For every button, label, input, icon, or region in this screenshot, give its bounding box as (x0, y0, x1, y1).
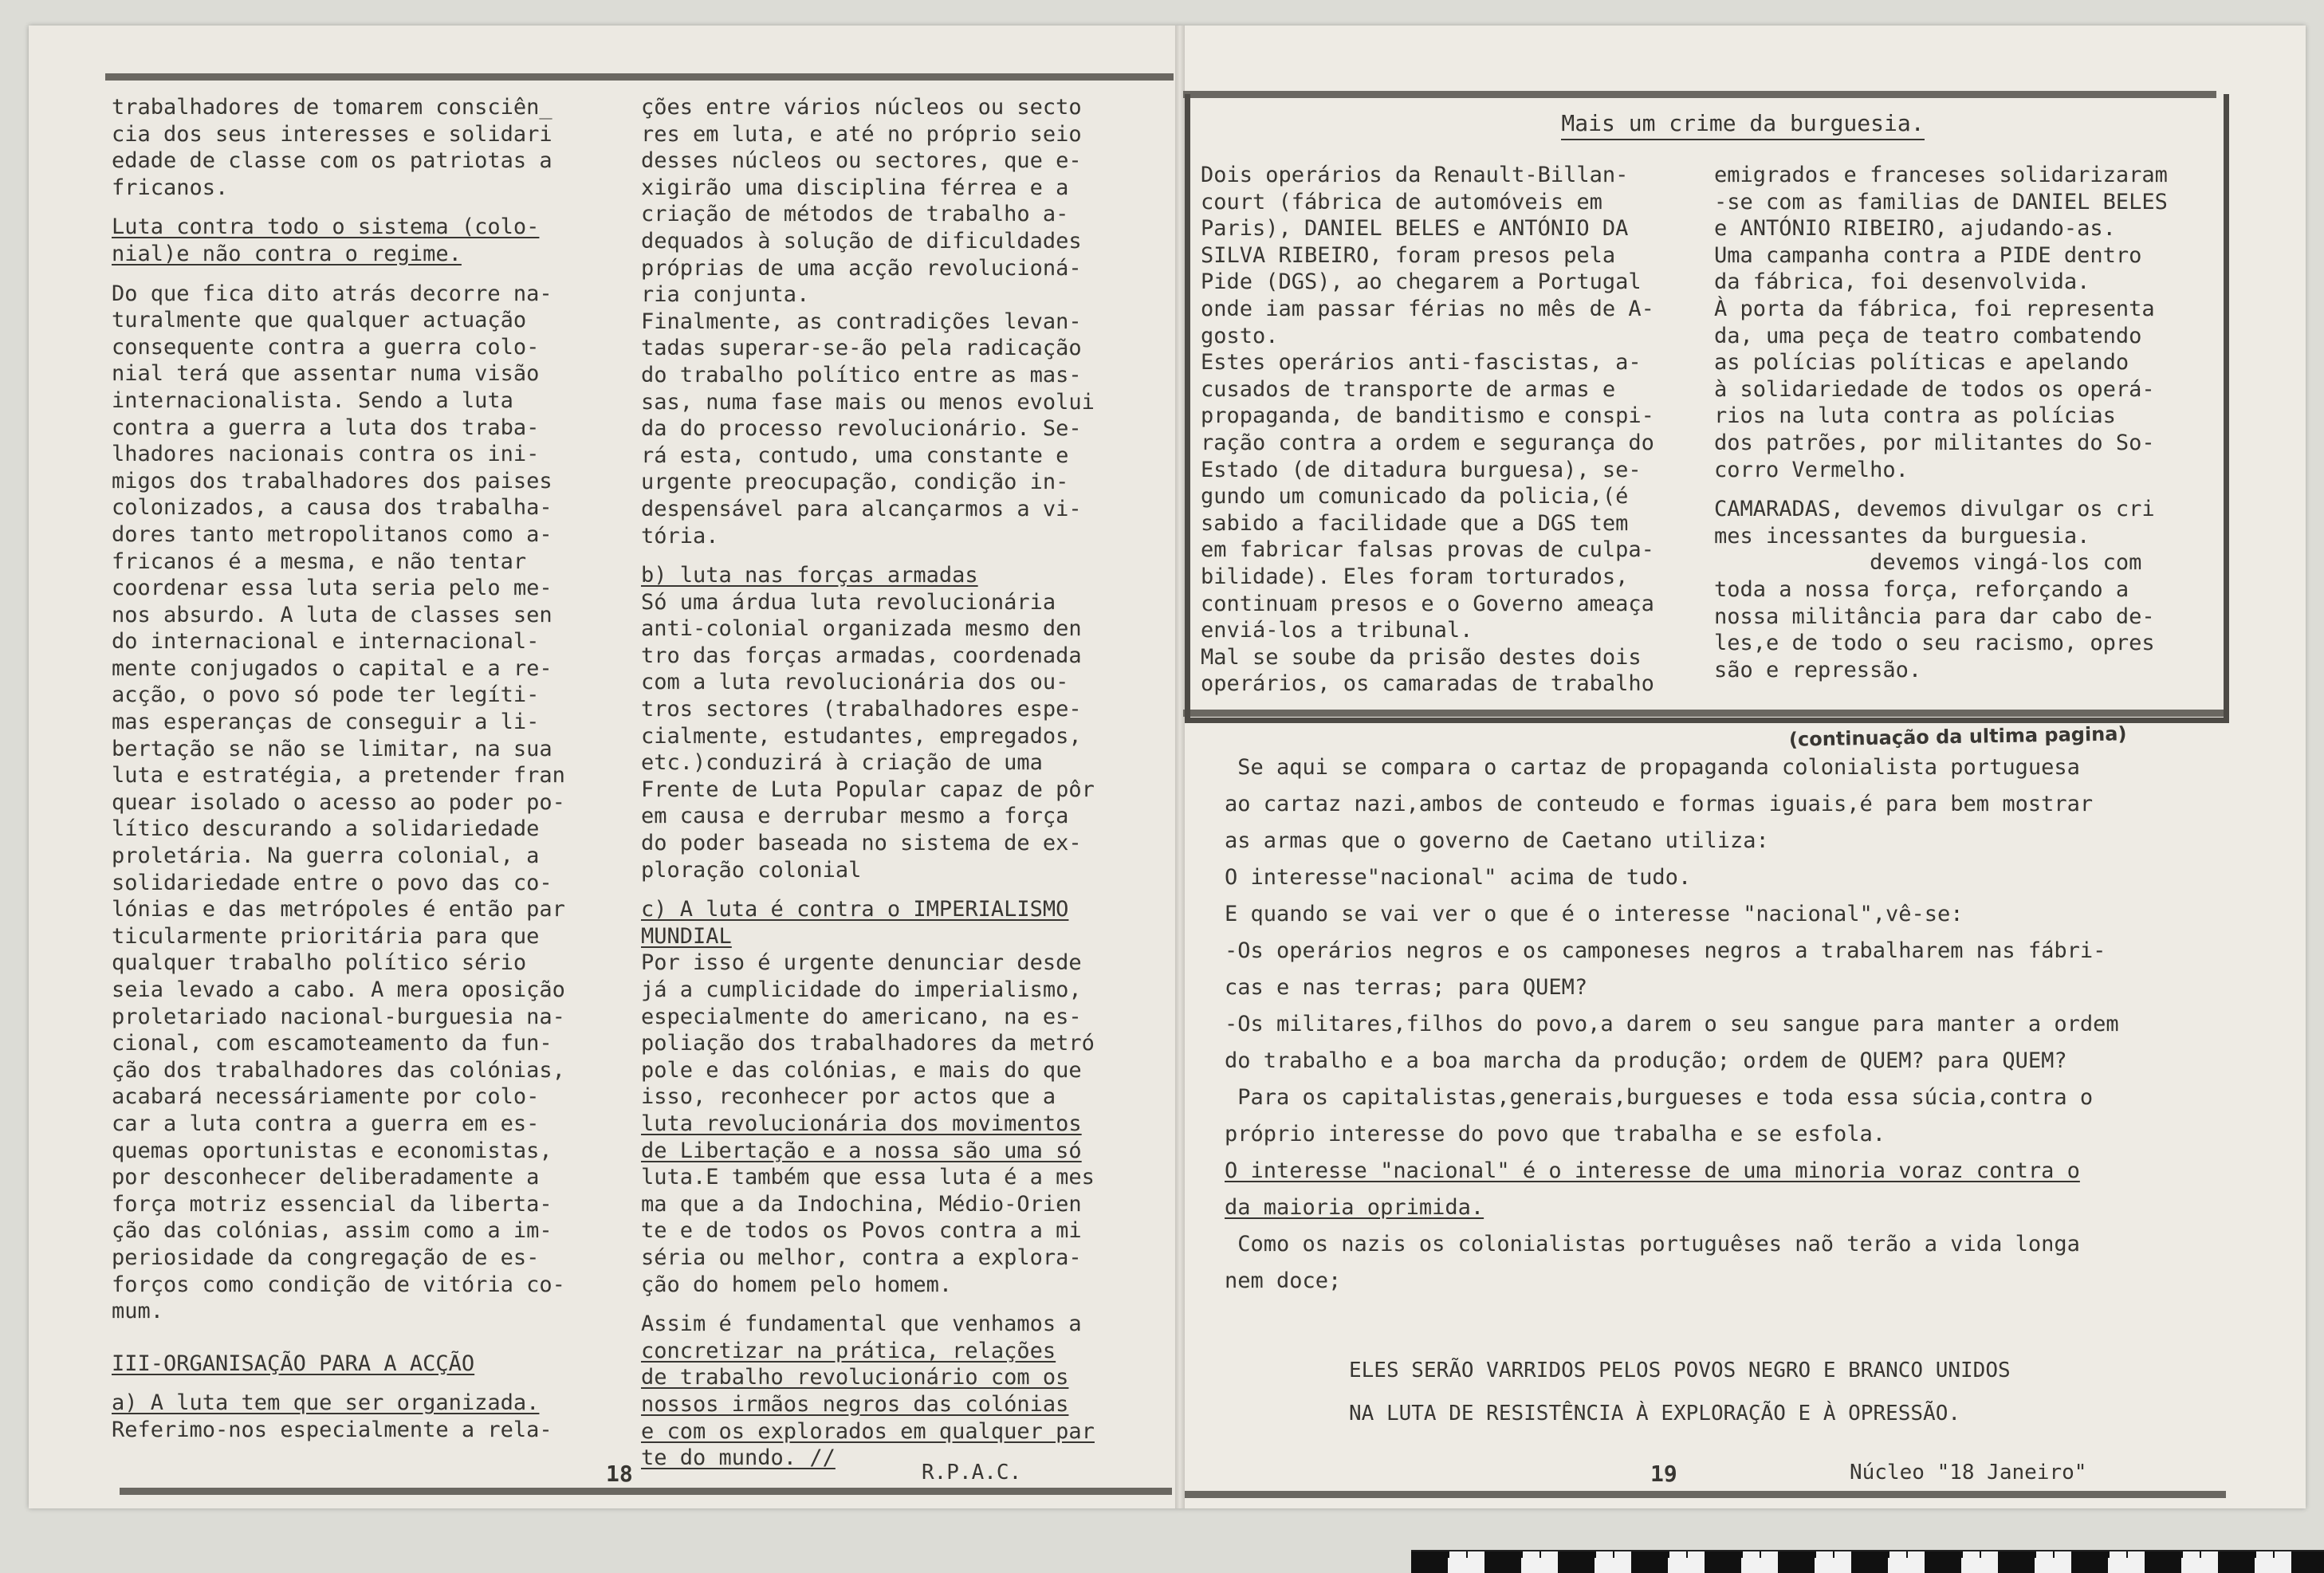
text-line: de Libertação e a nossa são uma só (641, 1138, 1082, 1163)
text-line: periosidade da congregação de es- (112, 1245, 540, 1270)
text-line: ticularmente prioritária para que (112, 923, 540, 949)
scale-ruler (1411, 1550, 2324, 1573)
text-line: b) luta nas forças armadas (641, 563, 978, 588)
text-line: do trabalho e a boa marcha da produção; ordem de QUEM? para QUEM? (1225, 1048, 2067, 1073)
text-line: Só uma árdua luta revolucionária (641, 589, 1056, 615)
text-line: consequente contra a guerra colo- (112, 334, 540, 360)
text-line: cas e nas terras; para QUEM? (1225, 975, 1588, 1000)
text-line: c) A luta é contra o IMPERIALISMO (641, 897, 1069, 922)
text-line: séria ou melhor, contra a explora- (641, 1245, 1082, 1270)
text-line: -Os militares,filhos do povo,a darem o seu sangue para manter a ordem (1225, 1012, 2119, 1036)
text-line: -se com as familias de DANIEL BELES (1714, 189, 2168, 214)
text-line: enviá-los a tribunal. (1201, 618, 1473, 643)
text-line: court (fábrica de automóveis em (1201, 189, 1602, 214)
left-bottom-rule (120, 1488, 1172, 1495)
text-line: desses núcleos ou sectores, que e- (641, 148, 1082, 174)
text-line: Uma campanha contra a PIDE dentro (1714, 242, 2142, 268)
text-line: despensável para alcançarmos a vi- (641, 496, 1082, 521)
text-line: dequados à solução de dificuldades (641, 228, 1082, 254)
text-line: nial terá que assentar numa visão (112, 361, 540, 387)
text-line: cia dos seus interesses e solidari (112, 121, 552, 147)
text-line: da do processo revolucionário. Se- (641, 416, 1082, 442)
text-line: gosto. (1201, 323, 1279, 348)
text-line: operários, os camaradas de trabalho (1201, 671, 1654, 697)
text-line: concretizar na prática, relações (641, 1338, 1056, 1363)
text-line: Estes operários anti-fascistas, a- (1201, 350, 1642, 376)
text-line: à solidariedade de todos os operá- (1714, 376, 2155, 402)
text-line: especialmente do americano, na es- (641, 1004, 1082, 1029)
text-line: coordenar essa luta seria pelo me- (112, 576, 552, 601)
text-line: À porta da fábrica, foi representa (1714, 296, 2155, 321)
paragraph-gap (641, 883, 1167, 896)
text-line: seia levado a cabo. A mera oposição (112, 977, 565, 1002)
text-line: ria conjunta. (641, 282, 810, 308)
text-line: de trabalho revolucionário com os (641, 1365, 1069, 1390)
paragraph-gap (112, 1325, 622, 1338)
text-line: trabalhadores de tomarem consciên_ (112, 95, 552, 120)
text-line: Referimo-nos especialmente a rela- (112, 1417, 552, 1442)
text-line: quear isolado o acesso ao poder po- (112, 789, 565, 815)
text-line: lítico descurando a solidariedade (112, 816, 540, 842)
text-line: ploração colonial (641, 857, 862, 883)
text-line: ELES SERÃO VARRIDOS PELOS POVOS NEGRO E BRANCO UNIDOS (1349, 1359, 2011, 1382)
text-line: da, uma peça de teatro combatendo (1714, 323, 2142, 348)
text-line: isso, reconhecer por actos que a (641, 1084, 1056, 1110)
text-line: sabido a facilidade que a DGS tem (1201, 510, 1629, 536)
text-line: Pide (DGS), ao chegarem a Portugal (1201, 269, 1642, 295)
text-line: são e repressão. (1714, 657, 1922, 682)
text-line: criação de métodos de trabalho a- (641, 202, 1069, 227)
text-line: contra a guerra a luta dos traba- (112, 415, 540, 440)
text-line: emigrados e franceses solidarizaram (1714, 163, 2168, 187)
text-line: tadas superar-se-ão pela radicação (641, 336, 1082, 361)
text-line: a) A luta tem que ser organizada. (112, 1390, 540, 1416)
text-line: luta revolucionária dos movimentos (641, 1111, 1082, 1136)
text-line: Estado (de ditadura burguesa), se- (1201, 457, 1642, 482)
text-line: CAMARADAS, devemos divulgar os cri (1714, 497, 2155, 522)
paragraph-gap (1714, 483, 2224, 496)
text-line: Por isso é urgente denunciar desde (641, 950, 1082, 976)
text-line: do trabalho político entre as mas- (641, 362, 1082, 387)
text-line: ração contra a ordem e segurança do (1201, 430, 1654, 455)
left-column-1 (112, 94, 622, 1444)
text-line: força motriz essencial da liberta- (112, 1191, 552, 1217)
text-line: O interesse"nacional" acima de tudo. (1225, 865, 1692, 890)
text-line: MUNDIAL (641, 923, 732, 949)
text-line: te e de todos os Povos contra a mi (641, 1218, 1082, 1244)
text-line: em causa e derrubar mesmo a força (641, 804, 1069, 829)
text-line: anti-colonial organizada mesmo den (641, 616, 1082, 642)
text-line: proletária. Na guerra colonial, a (112, 844, 540, 869)
text-line: continuam presos e o Governo ameaça (1201, 591, 1654, 616)
text-line: cusados de transporte de armas e (1201, 376, 1616, 402)
text-line: Frente de Luta Popular capaz de pôr (641, 777, 1095, 802)
book-gutter (1175, 26, 1185, 1508)
text-line: urgente preocupação, condição in- (641, 470, 1069, 495)
text-line: e ANTÓNIO RIBEIRO, ajudando-as. (1714, 216, 2116, 242)
text-line: luta.E também que essa luta é a mes (641, 1165, 1095, 1190)
text-line: lónias e das metrópoles é então par (112, 897, 565, 922)
paragraph-gap (112, 268, 622, 281)
signature-left: R.P.A.C. (922, 1461, 1022, 1485)
text-line: onde iam passar férias no mês de A- (1201, 296, 1654, 321)
text-line: do internacional e internacional- (112, 629, 540, 655)
text-line: Como os nazis os colonialistas portuguêses naõ terão a vida longa (1225, 1232, 2080, 1256)
text-line: da fábrica, foi desenvolvida. (1714, 269, 2090, 295)
text-line: car a luta contra a guerra em es- (112, 1111, 540, 1136)
left-top-rule (105, 73, 1174, 81)
text-line: Dois operários da Renault-Billan- (1201, 163, 1629, 187)
text-line: ções entre vários núcleos ou secto (641, 95, 1082, 120)
text-line: Assim é fundamental que venhamos a (641, 1311, 1082, 1337)
text-line: nossa militância para dar cabo de- (1714, 604, 2155, 629)
text-line: dores tanto metropolitanos como a- (112, 521, 552, 547)
signature-right: Núcleo "18 Janeiro" (1850, 1461, 2087, 1485)
text-line: sas, numa fase mais ou menos evolui (641, 389, 1095, 415)
text-line: edade de classe com os patriotas a (112, 148, 552, 174)
text-line: pole e das colónias, e mais do que (641, 1057, 1082, 1083)
text-line: fricanos é a mesma, e não tentar (112, 549, 527, 574)
text-line: gundo um comunicado da policia,(é (1201, 484, 1629, 509)
text-line: mes incessantes da burguesia. (1714, 523, 2090, 549)
text-line: Para os capitalistas,generais,burgueses e toda essa súcia,contra o (1225, 1085, 2094, 1110)
text-line: com a luta revolucionária dos ou- (641, 670, 1069, 695)
text-line: bilidade). Eles foram torturados, (1201, 564, 1629, 589)
text-line: luta e estratégia, a pretender fran (112, 763, 565, 788)
text-line: fricanos. (112, 175, 229, 200)
text-line: -Os operários negros e os camponeses negros a trabalharem nas fábri- (1225, 938, 2106, 963)
handwritten-note: (continuação da ultima pagina) (1788, 722, 2127, 751)
text-line: da maioria oprimida. (1225, 1195, 1484, 1220)
text-line: qualquer trabalho político sério (112, 950, 527, 976)
text-line: proletariado nacional-burguesia na- (112, 1004, 565, 1029)
text-line: bertação se não se limitar, na sua (112, 736, 552, 761)
text-line: corro Vermelho. (1714, 457, 1909, 482)
text-line: e com os explorados em qualquer par (641, 1418, 1095, 1444)
paragraph-gap (112, 1338, 622, 1351)
text-line: E quando se vai ver o que é o interesse "nacional",vê-se: (1225, 902, 1964, 926)
text-line: ma que a da Indochina, Médio-Orien (641, 1191, 1082, 1217)
text-line: nial)e não contra o regime. (112, 241, 462, 266)
text-line: solidariedade entre o povo das co- (112, 870, 552, 895)
paragraph-gap (112, 1377, 622, 1390)
article-column-2 (1714, 162, 2224, 683)
text-line: ção dos trabalhadores das colónias, (112, 1057, 565, 1083)
text-line: les,e de todo o seu racismo, opres (1714, 631, 2155, 656)
paragraph-gap (641, 549, 1167, 562)
text-line: nem doce; (1225, 1268, 1342, 1293)
text-line: cional, com escamoteamento da fun- (112, 1031, 552, 1056)
text-line: acção, o povo só pode ter legíti- (112, 682, 540, 708)
text-line: internacionalista. Sendo a luta (112, 387, 513, 413)
text-line: SILVA RIBEIRO, foram presos pela (1201, 242, 1616, 268)
article-box-title: Mais um crime da burguesia. (1180, 110, 2306, 136)
text-line: ao cartaz nazi,ambos de conteudo e formas iguais,é para bem mostrar (1225, 792, 2094, 816)
text-line: colonizados, a causa dos trabalha- (112, 495, 552, 521)
text-line: rá esta, contudo, uma constante e (641, 442, 1069, 468)
left-column-2 (641, 94, 1167, 1472)
text-line: nos absurdo. A luta de classes sen (112, 602, 552, 627)
text-line: turalmente que qualquer actuação (112, 308, 527, 333)
text-line: próprias de uma acção revolucioná- (641, 255, 1082, 281)
text-line: mas esperanças de conseguir a li- (112, 710, 540, 735)
text-line: por desconhecer deliberadamente a (112, 1165, 540, 1190)
text-line: as armas que o governo de Caetano utiliza: (1225, 828, 1769, 853)
text-line: tória. (641, 523, 719, 549)
text-line: etc.)conduzirá à criação de uma (641, 750, 1043, 776)
text-line: Paris), DANIEL BELES e ANTÓNIO DA (1201, 216, 1629, 242)
text-line: mum. (112, 1299, 164, 1324)
page-number-left: 18 (606, 1461, 633, 1487)
closing-slogan (1349, 1349, 2226, 1435)
text-line: próprio interesse do povo que trabalha e se esfola. (1225, 1122, 1886, 1146)
text-line: tro das forças armadas, coordenada (641, 643, 1082, 668)
text-line: as polícias políticas e apelando (1714, 350, 2129, 376)
text-line: O interesse "nacional" é o interesse de uma minoria voraz contra o (1225, 1158, 2080, 1183)
text-line: tros sectores (trabalhadores espe- (641, 697, 1082, 722)
article-column-1 (1201, 162, 1711, 698)
text-line: te do mundo. // (641, 1445, 836, 1471)
text-line: mente conjugados o capital e a re- (112, 655, 552, 681)
text-line: migos dos trabalhadores dos paises (112, 468, 552, 494)
text-line: Se aqui se compara o cartaz de propaganda colonialista portuguesa (1225, 755, 2080, 780)
text-line: Mal se soube da prisão destes dois (1201, 644, 1642, 670)
text-line: rios na luta contra as polícias (1714, 403, 2116, 429)
text-line: lhadores nacionais contra os ini- (112, 442, 540, 467)
text-line: Do que fica dito atrás decorre na- (112, 281, 552, 306)
text-line: III-ORGANISAÇÃO PARA A ACÇÃO (112, 1351, 475, 1376)
text-line: propaganda, de banditismo e conspi- (1201, 403, 1654, 429)
text-line: Luta contra todo o sistema (colo- (112, 214, 540, 240)
text-line: ção do homem pelo homem. (641, 1272, 953, 1297)
text-line: ção das colónias, assim como a im- (112, 1218, 552, 1244)
text-line: poliação dos trabalhadores da metró (641, 1031, 1095, 1056)
paragraph-gap (112, 201, 622, 214)
text-line: nossos irmãos negros das colónias (641, 1391, 1069, 1417)
text-line: devemos vingá-los com (1714, 550, 2142, 576)
right-bottom-rule (1185, 1491, 2226, 1498)
text-line: Finalmente, as contradições levan- (641, 309, 1082, 334)
text-line: quemas oportunistas e economistas, (112, 1138, 552, 1163)
text-line: toda a nossa força, reforçando a (1714, 576, 2129, 602)
text-line: res em luta, e até no próprio seio (641, 121, 1082, 147)
text-line: dos patrões, por militantes do So- (1714, 430, 2155, 455)
page-number-right: 19 (1650, 1461, 1677, 1487)
text-line: acabará necessáriamente por colo- (112, 1084, 540, 1110)
text-line: cialmente, estudantes, empregados, (641, 723, 1082, 749)
text-line: xigirão uma disciplina férrea e a (641, 175, 1069, 200)
text-line: NA LUTA DE RESISTÊNCIA À EXPLORAÇÃO E À OPRESSÃO. (1349, 1402, 1961, 1426)
text-line: já a cumplicidade do imperialismo, (641, 977, 1082, 1002)
text-line: forços como condição de vitória co- (112, 1272, 565, 1297)
continuation-text (1225, 749, 2293, 1300)
paragraph-gap (641, 1298, 1167, 1311)
text-line: em fabricar falsas provas de culpa- (1201, 537, 1654, 563)
text-line: do poder baseada no sistema de ex- (641, 831, 1082, 856)
